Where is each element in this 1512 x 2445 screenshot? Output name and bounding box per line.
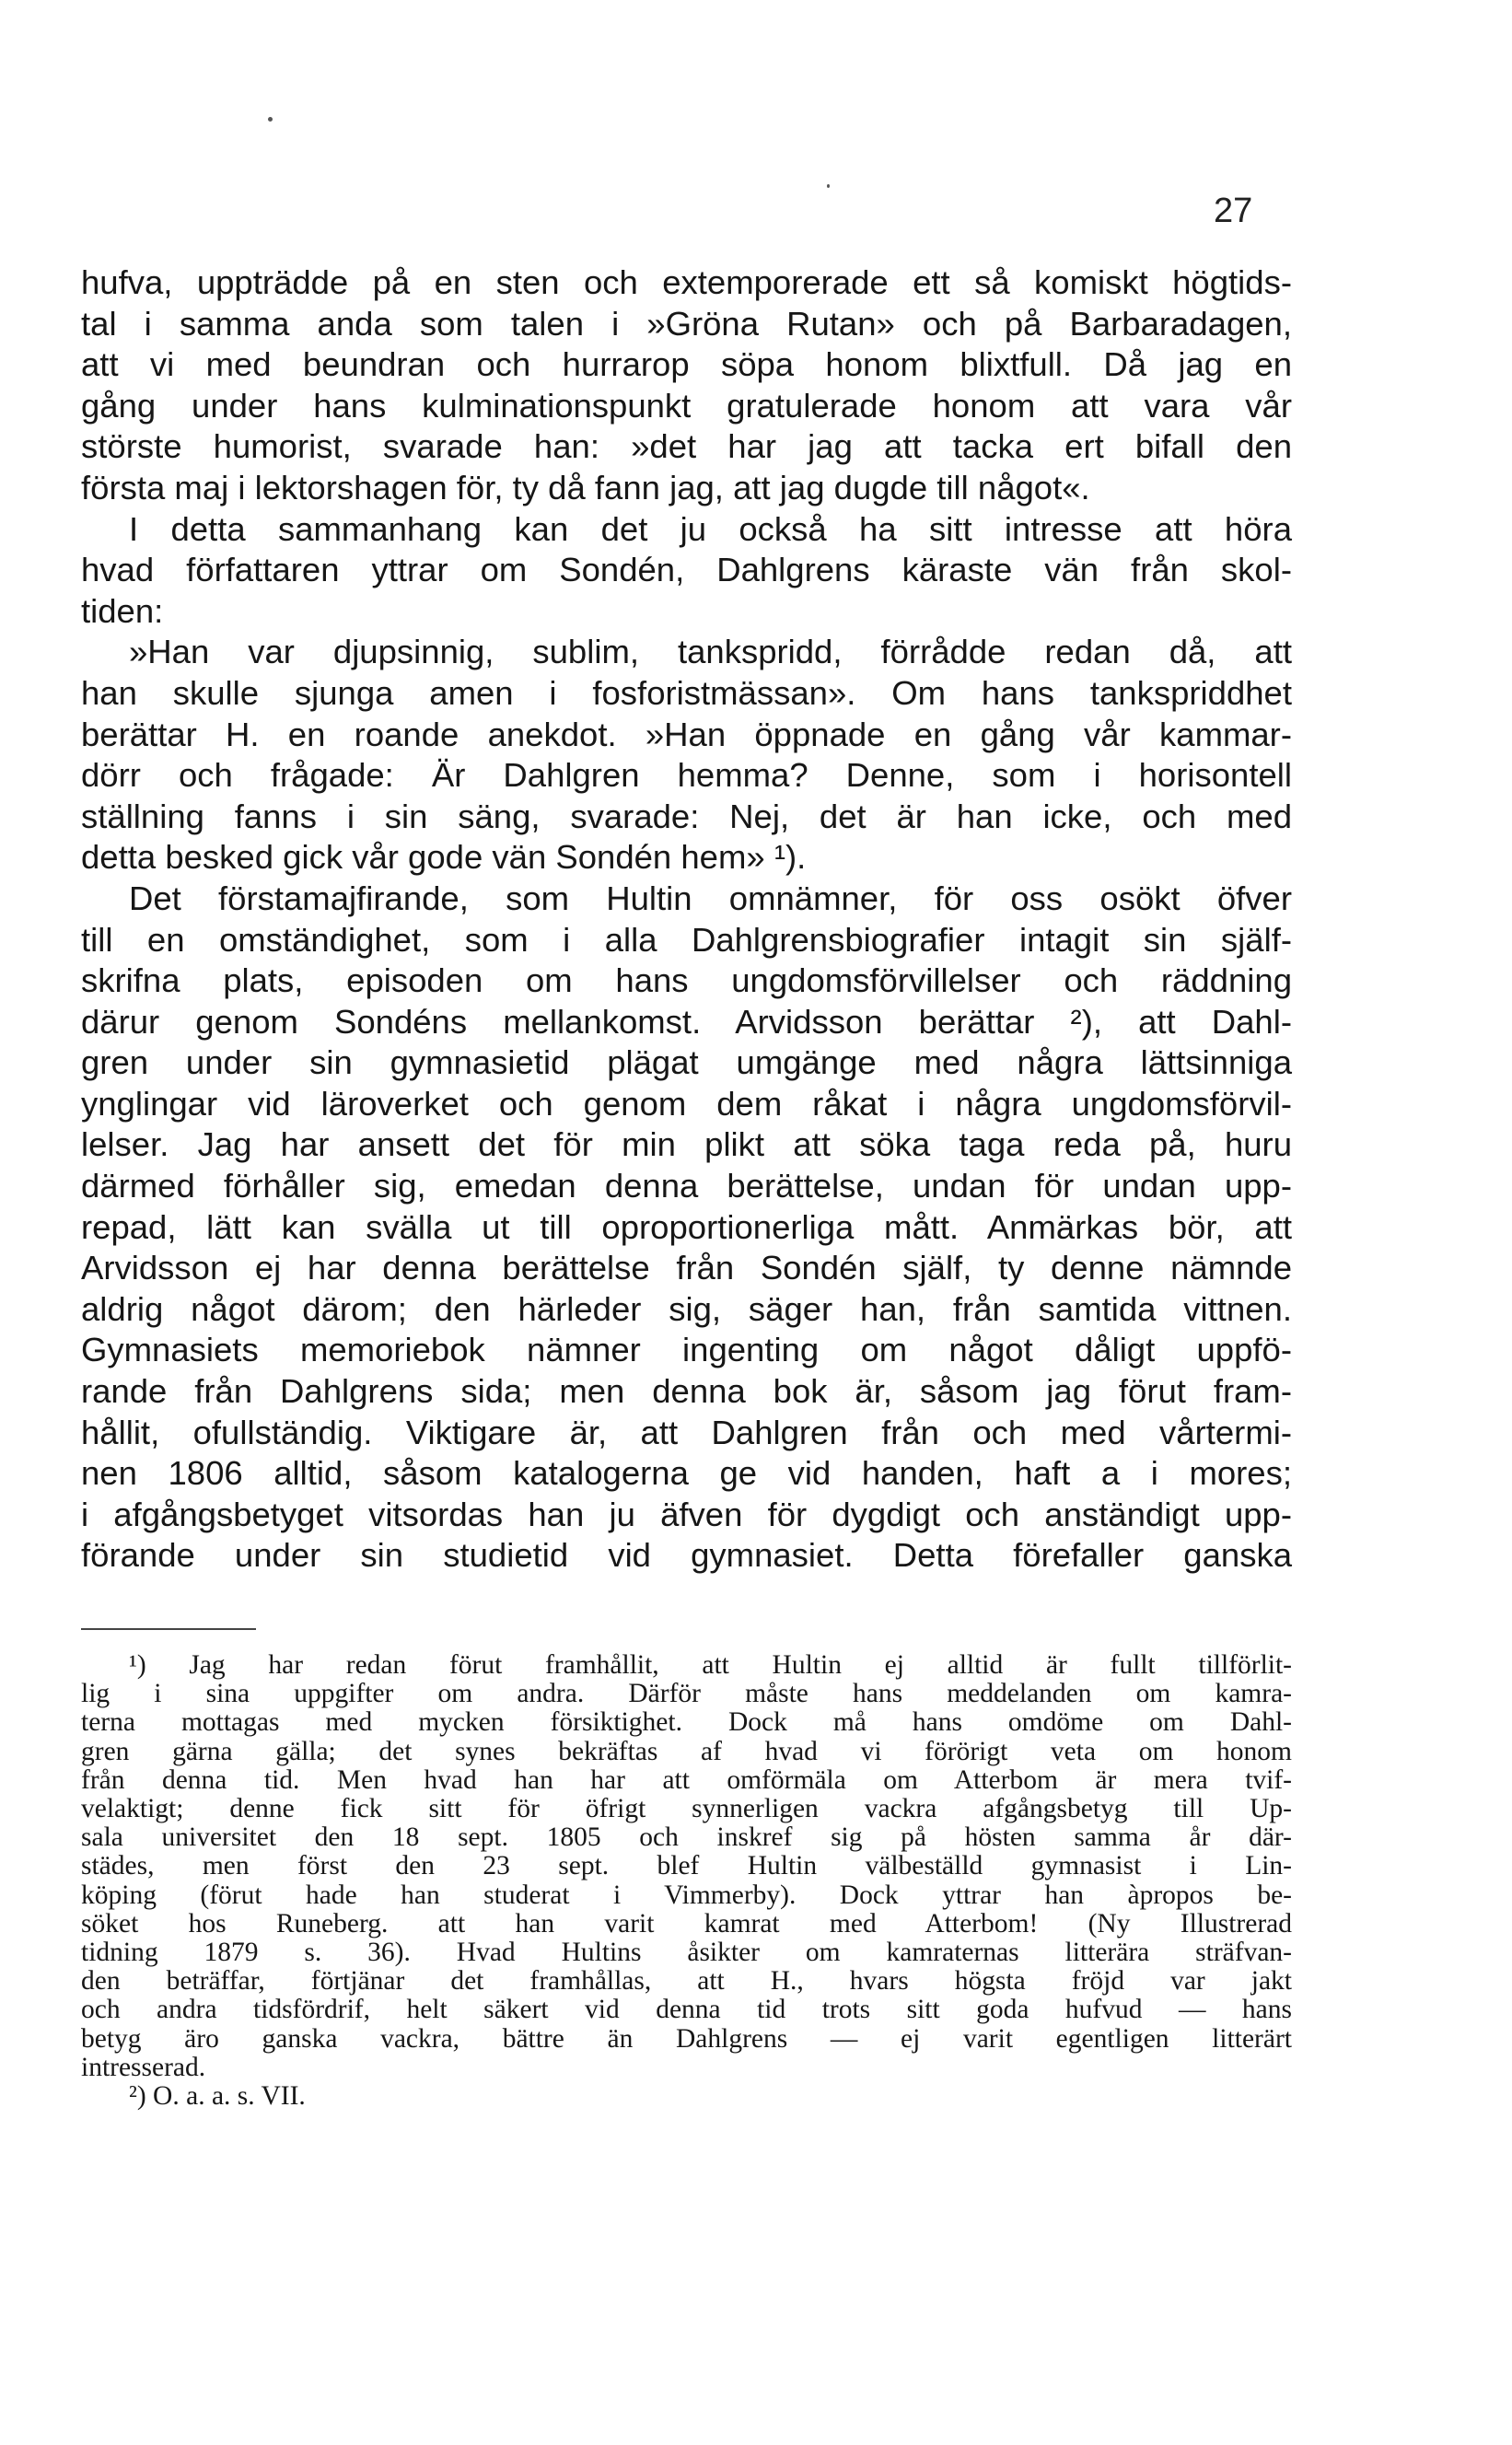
footnote-line: städes, men först den 23 sept. blef Hultin välbeställd gymnasist i Lin- [81, 1851, 1292, 1881]
text-line: Det förstamajfirande, som Hultin omnämner, för oss osökt öfver [129, 879, 1292, 917]
text-line: förande under sin studietid vid gymnasiet. Detta förefaller ganska [81, 1536, 1292, 1575]
text-line: att vi med beundran och hurrarop söpa honom blixtfull. Då jag en [81, 345, 1292, 384]
footnote-line: köping (förut hade han studerat i Vimmerby). Dock yttrar han àpropos be- [81, 1880, 1292, 1910]
text-line: rande från Dahlgrens sida; men denna bok är, såsom jag förut fram- [81, 1372, 1292, 1411]
text-line: tal i samma anda som talen i »Gröna Rutan» och på Barbaradagen, [81, 304, 1292, 343]
footnote-line: gren gärna gälla; det synes bekräftas af hvad vi förörigt veta om honom [81, 1736, 1292, 1766]
text-line: störste humorist, svarade han: »det har jag att tacka ert bifall den [81, 427, 1292, 466]
text-line: dörr och frågade: Är Dahlgren hemma? Denne, som i horisontell [81, 756, 1292, 795]
footnote-line: velaktigt; denne fick sitt för öfrigt synnerligen vackra afgångsbetyg till Up- [81, 1794, 1292, 1824]
text-line: han skulle sjunga amen i fosforistmässan». Om hans tankspriddhet [81, 673, 1292, 712]
text-line: gren under sin gymnasietid plägat umgänge med några lättsinniga [81, 1043, 1292, 1082]
text-line: hvad författaren yttrar om Sondén, Dahlgrens käraste vän från skol- [81, 551, 1292, 589]
text-line: tiden: [81, 591, 164, 630]
main-text [81, 262, 1292, 1577]
text-line: hållit, ofullständig. Viktigare är, att Dahlgren från och med vårtermi- [81, 1413, 1292, 1451]
footnotes [81, 1651, 1292, 2111]
text-line: Arvidsson ej har denna berättelse från Sondén själf, ty denne nämnde [81, 1249, 1292, 1287]
footnote-separator [81, 1628, 256, 1630]
footnote-line: den beträffar, förtjänar det framhållas, att H., hvars högsta fröjd var jakt [81, 1966, 1292, 1997]
footnote-line: lig i sina uppgifter om andra. Därför måste hans meddelanden om kamra- [81, 1679, 1292, 1709]
text-line: lelser. Jag har ansett det för min plikt att söka taga reda på, huru [81, 1125, 1292, 1164]
text-line: därmed förhåller sig, emedan denna berättelse, undan för undan upp- [81, 1167, 1292, 1205]
footnote-line: terna mottagas med mycken försiktighet. Dock må hans omdöme om Dahl- [81, 1707, 1292, 1738]
footnote-line: betyg äro ganska vackra, bättre än Dahlgrens — ej varit egentligen litterärt [81, 2023, 1292, 2054]
text-line: första maj i lektorshagen för, ty då fann jag, att jag dugde till något«. [81, 468, 1090, 506]
footnote-line: intresserad. [81, 2052, 206, 2082]
text-line: därur genom Sondéns mellankomst. Arvidsson berättar ²), att Dahl- [81, 1002, 1292, 1041]
footnote-line: och andra tidsfördrif, helt säkert vid denna tid trots sitt goda hufvud — hans [81, 1995, 1292, 2025]
text-line: i afgångsbetyget vitsordas han ju äfven för dygdigt och anständigt upp- [81, 1495, 1292, 1533]
print-speck [268, 117, 273, 122]
footnote-line: från denna tid. Men hvad han har att omförmäla om Atterbom är mera tvif- [81, 1764, 1292, 1795]
footnote-line: sala universitet den 18 sept. 1805 och inskref sig på hösten samma år där- [81, 1822, 1292, 1853]
footnote-line: ²) O. a. a. s. VII. [129, 2081, 306, 2112]
text-line: ynglingar vid läroverket och genom dem råkat i några ungdomsförvil- [81, 1084, 1292, 1123]
page-number: 27 [1214, 192, 1253, 230]
text-line: I detta sammanhang kan det ju också ha sitt intresse att höra [129, 509, 1292, 548]
text-line: ställning fanns i sin säng, svarade: Nej, det är han icke, och med [81, 797, 1292, 835]
text-line: hufva, uppträdde på en sten och extemporerade ett så komiskt högtids- [81, 263, 1292, 301]
text-line: detta besked gick vår gode vän Sondén hem» ¹). [81, 838, 807, 877]
text-line: berättar H. en roande anekdot. »Han öppnade en gång vår kammar- [81, 715, 1292, 753]
footnote-line: ¹) Jag har redan förut framhållit, att Hultin ej alltid är fullt tillförlit- [129, 1650, 1292, 1680]
print-speck [827, 184, 830, 188]
footnote-line: söket hos Runeberg. att han varit kamrat med Atterbom! (Ny Illustrerad [81, 1908, 1292, 1939]
footnote-line: tidning 1879 s. 36). Hvad Hultins åsikter om kamraternas litterära sträfvan- [81, 1938, 1292, 1968]
text-line: till en omständighet, som i alla Dahlgrensbiografier intagit sin själf- [81, 920, 1292, 959]
text-line: aldrig något därom; den härleder sig, säger han, från samtida vittnen. [81, 1289, 1292, 1328]
text-line: gång under hans kulminationspunkt gratulerade honom att vara vår [81, 386, 1292, 425]
text-line: »Han var djupsinnig, sublim, tankspridd, förrådde redan då, att [129, 633, 1292, 671]
text-line: skrifna plats, episoden om hans ungdomsförvillelser och räddning [81, 961, 1292, 1000]
text-line: repad, lätt kan svälla ut till oproportionerliga mått. Anmärkas bör, att [81, 1207, 1292, 1246]
text-line: nen 1806 alltid, såsom katalogerna ge vid handen, haft a i mores; [81, 1454, 1292, 1493]
text-line: Gymnasiets memoriebok nämner ingenting om något dåligt uppfö- [81, 1331, 1292, 1369]
